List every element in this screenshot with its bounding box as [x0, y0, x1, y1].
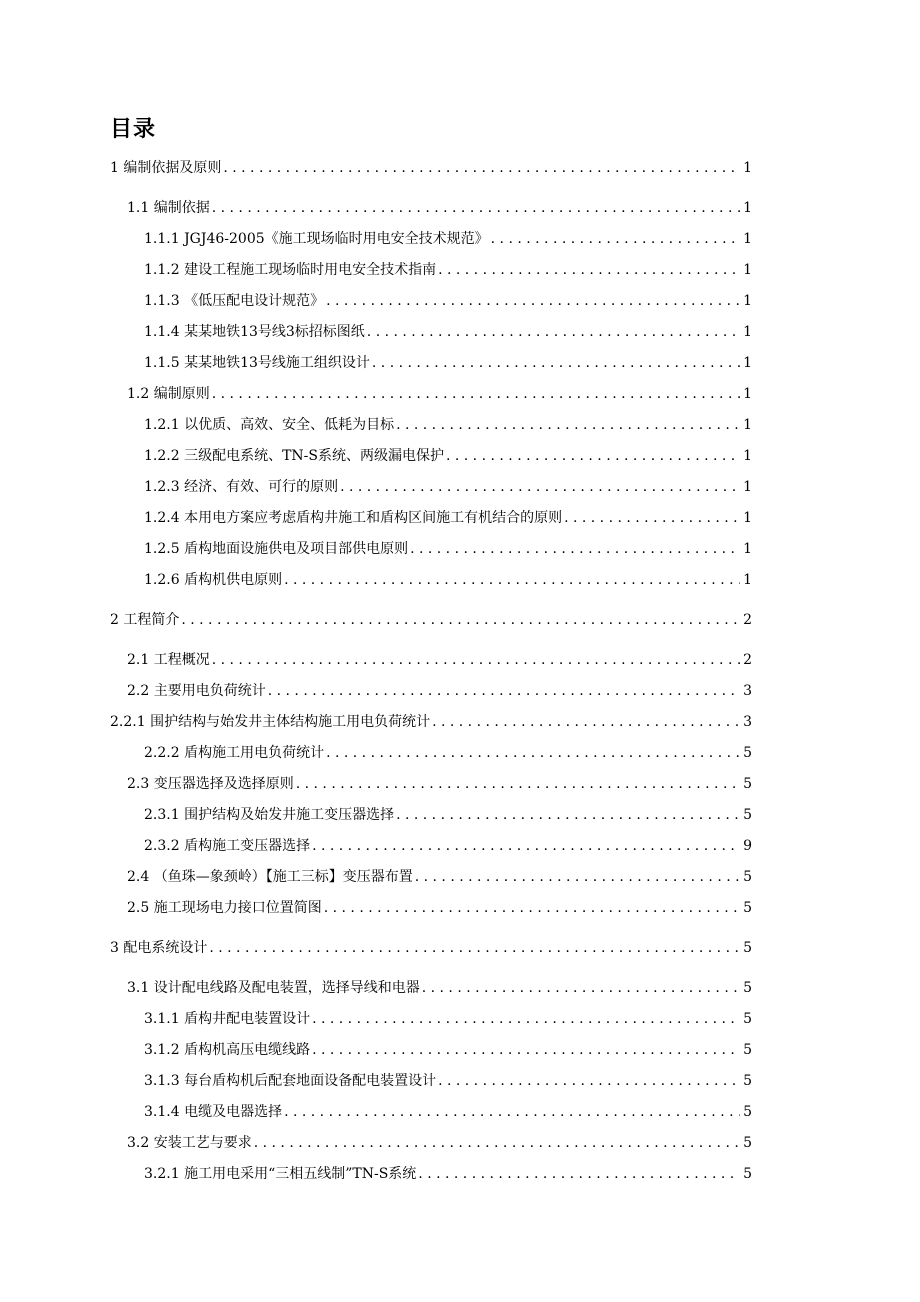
toc-entry-page: 1 [743, 572, 752, 588]
toc-title: 目录 [110, 116, 157, 142]
toc-leader-dots [396, 416, 740, 434]
toc-entry[interactable] [127, 864, 752, 886]
toc-entry-page: 5 [743, 776, 752, 792]
toc-leader-dots [296, 775, 740, 793]
toc-entry-page: 1 [743, 200, 752, 216]
toc-entry[interactable] [127, 895, 752, 917]
toc-entry-label: 1.2.2 三级配电系统、TN-S系统、两级漏电保护 [144, 448, 444, 464]
toc-leader-dots [410, 540, 740, 558]
toc-leader-dots [432, 713, 740, 731]
toc-entry-label: 2.2 主要用电负荷统计 [127, 683, 266, 699]
toc-entry-page: 5 [743, 1042, 752, 1058]
toc-entry-label: 3.1.4 电缆及电器选择 [144, 1104, 283, 1120]
toc-entry-page: 5 [743, 1135, 752, 1151]
toc-leader-dots [212, 651, 740, 669]
toc-entry-label: 1.2.4 本用电方案应考虑盾构井施工和盾构区间施工有机结合的原则 [144, 510, 563, 526]
toc-entry[interactable] [110, 155, 752, 177]
toc-entry-page: 1 [743, 479, 752, 495]
toc-leader-dots [254, 1134, 740, 1152]
toc-entry-label: 1.1.1 JGJ46-2005《施工现场临时用电安全技术规范》 [144, 231, 489, 247]
toc-entry-page: 1 [743, 355, 752, 371]
toc-leader-dots [438, 261, 740, 279]
toc-entry-label: 1.2 编制原则 [127, 386, 210, 402]
toc-entry-label: 2.3.2 盾构施工变压器选择 [144, 838, 311, 854]
toc-entry[interactable] [144, 257, 752, 279]
toc-entry[interactable] [144, 412, 752, 434]
toc-entry-label: 2.4 （鱼珠—象颈岭）【施工三标】变压器布置 [127, 869, 413, 885]
toc-entry[interactable] [144, 226, 752, 248]
toc-entry[interactable] [127, 647, 752, 669]
toc-entry-page: 5 [743, 1104, 752, 1120]
toc-entry-label: 1.1.3 《低压配电设计规范》 [144, 293, 325, 309]
toc-entry-page: 5 [743, 1073, 752, 1089]
toc-entry[interactable] [144, 1161, 752, 1183]
toc-entry[interactable] [144, 505, 752, 527]
toc-leader-dots [564, 509, 740, 527]
toc-entry-label: 2.2.1 围护结构与始发井主体结构施工用电负荷统计 [110, 714, 431, 730]
toc-leader-dots [209, 939, 740, 957]
toc-entry-page: 2 [743, 612, 752, 628]
toc-entry-page: 1 [743, 541, 752, 557]
toc-entry-page: 5 [743, 869, 752, 885]
toc-entry-label: 1.1 编制依据 [127, 200, 210, 216]
toc-entry[interactable] [144, 833, 752, 855]
toc-entry[interactable] [144, 567, 752, 589]
toc-entry[interactable] [144, 443, 752, 465]
toc-leader-dots [223, 159, 740, 177]
toc-entry-label: 2 工程简介 [110, 612, 180, 628]
toc-entry-page: 5 [743, 1166, 752, 1182]
toc-entry-label: 3.1.2 盾构机高压电缆线路 [144, 1042, 311, 1058]
toc-entry-page: 2 [743, 652, 752, 668]
toc-leader-dots [181, 611, 740, 629]
toc-entry[interactable] [144, 288, 752, 310]
toc-entry-label: 1.1.4 某某地铁13号线3标招标图纸 [144, 324, 365, 340]
toc-leader-dots [340, 478, 740, 496]
toc-entry-label: 1.2.3 经济、有效、可行的原则 [144, 479, 339, 495]
toc-entry-label: 3.1.3 每台盾构机后配套地面设备配电装置设计 [144, 1073, 437, 1089]
toc-entry-page: 1 [743, 386, 752, 402]
toc-leader-dots [312, 1041, 740, 1059]
toc-leader-dots [268, 682, 740, 700]
toc-entry-label: 3.2 安装工艺与要求 [127, 1135, 252, 1151]
toc-entry-page: 5 [743, 807, 752, 823]
toc-entry-label: 1.2.6 盾构机供电原则 [144, 572, 283, 588]
toc-entry[interactable] [144, 740, 752, 762]
toc-entry-page: 3 [743, 714, 752, 730]
toc-entry-page: 5 [743, 1011, 752, 1027]
toc-leader-dots [438, 1072, 740, 1090]
toc-entry-label: 2.5 施工现场电力接口位置简图 [127, 900, 322, 916]
toc-entry[interactable] [144, 350, 752, 372]
toc-leader-dots [212, 199, 740, 217]
toc-entry[interactable] [110, 709, 752, 731]
toc-leader-dots [284, 571, 740, 589]
toc-entry-page: 5 [743, 940, 752, 956]
toc-entry-page: 1 [743, 262, 752, 278]
toc-entry-page: 3 [743, 683, 752, 699]
toc-leader-dots [284, 1103, 740, 1121]
toc-entry[interactable] [110, 607, 752, 629]
toc-entry-label: 3.2.1 施工用电采用“三相五线制”TN-S系统 [144, 1166, 417, 1182]
toc-entry[interactable] [127, 975, 752, 997]
toc-entry-label: 1.1.2 建设工程施工现场临时用电安全技术指南 [144, 262, 437, 278]
toc-leader-dots [212, 385, 740, 403]
toc-leader-dots [312, 1010, 740, 1028]
toc-entry-page: 1 [743, 448, 752, 464]
toc-entry-label: 2.2.2 盾构施工用电负荷统计 [144, 745, 325, 761]
toc-entry[interactable] [144, 474, 752, 496]
toc-entry[interactable] [127, 195, 752, 217]
toc-entry-label: 3.1 设计配电线路及配电装置，选择导线和电器 [127, 980, 420, 996]
toc-entry-page: 1 [743, 324, 752, 340]
toc-entry-page: 1 [743, 160, 752, 176]
toc-entry-label: 2.3.1 围护结构及始发井施工变压器选择 [144, 807, 395, 823]
toc-entry[interactable] [144, 319, 752, 341]
toc-entry[interactable] [144, 1006, 752, 1028]
toc-entry-page: 1 [743, 417, 752, 433]
toc-entry-page: 5 [743, 900, 752, 916]
toc-entry-page: 5 [743, 745, 752, 761]
toc-entry-label: 2.3 变压器选择及选择原则 [127, 776, 294, 792]
toc-entry-page: 1 [743, 510, 752, 526]
toc-entry-page: 1 [743, 293, 752, 309]
toc-entry-label: 3.1.1 盾构井配电装置设计 [144, 1011, 311, 1027]
toc-entry-label: 1.1.5 某某地铁13号线施工组织设计 [144, 355, 370, 371]
toc-leader-dots [422, 979, 740, 997]
toc-entry[interactable] [144, 1037, 752, 1059]
toc-entry[interactable] [110, 935, 752, 957]
toc-entry[interactable] [127, 1130, 752, 1152]
toc-leader-dots [491, 230, 740, 248]
toc-entry[interactable] [127, 381, 752, 403]
toc-entry[interactable] [144, 1099, 752, 1121]
toc-entry-page: 9 [743, 838, 752, 854]
toc-entry-label: 3 配电系统设计 [110, 940, 208, 956]
toc-leader-dots [415, 868, 740, 886]
toc-leader-dots [312, 837, 740, 855]
toc-entry[interactable] [127, 771, 752, 793]
toc-leader-dots [324, 899, 740, 917]
toc-entry[interactable] [144, 1068, 752, 1090]
toc-leader-dots [367, 323, 740, 341]
toc-leader-dots [326, 744, 740, 762]
toc-entry-page: 5 [743, 980, 752, 996]
toc-entry[interactable] [144, 802, 752, 824]
toc-leader-dots [372, 354, 740, 372]
toc-leader-dots [418, 1165, 740, 1183]
toc-entry-label: 1.2.5 盾构地面设施供电及项目部供电原则 [144, 541, 409, 557]
toc-leader-dots [396, 806, 740, 824]
toc-leader-dots [326, 292, 740, 310]
toc-entry-label: 1 编制依据及原则 [110, 160, 222, 176]
toc-entry-label: 1.2.1 以优质、高效、安全、低耗为目标 [144, 417, 395, 433]
toc-entry-label: 2.1 工程概况 [127, 652, 210, 668]
toc-entry[interactable] [144, 536, 752, 558]
toc-leader-dots [446, 447, 740, 465]
toc-entry-page: 1 [743, 231, 752, 247]
toc-entry[interactable] [127, 678, 752, 700]
